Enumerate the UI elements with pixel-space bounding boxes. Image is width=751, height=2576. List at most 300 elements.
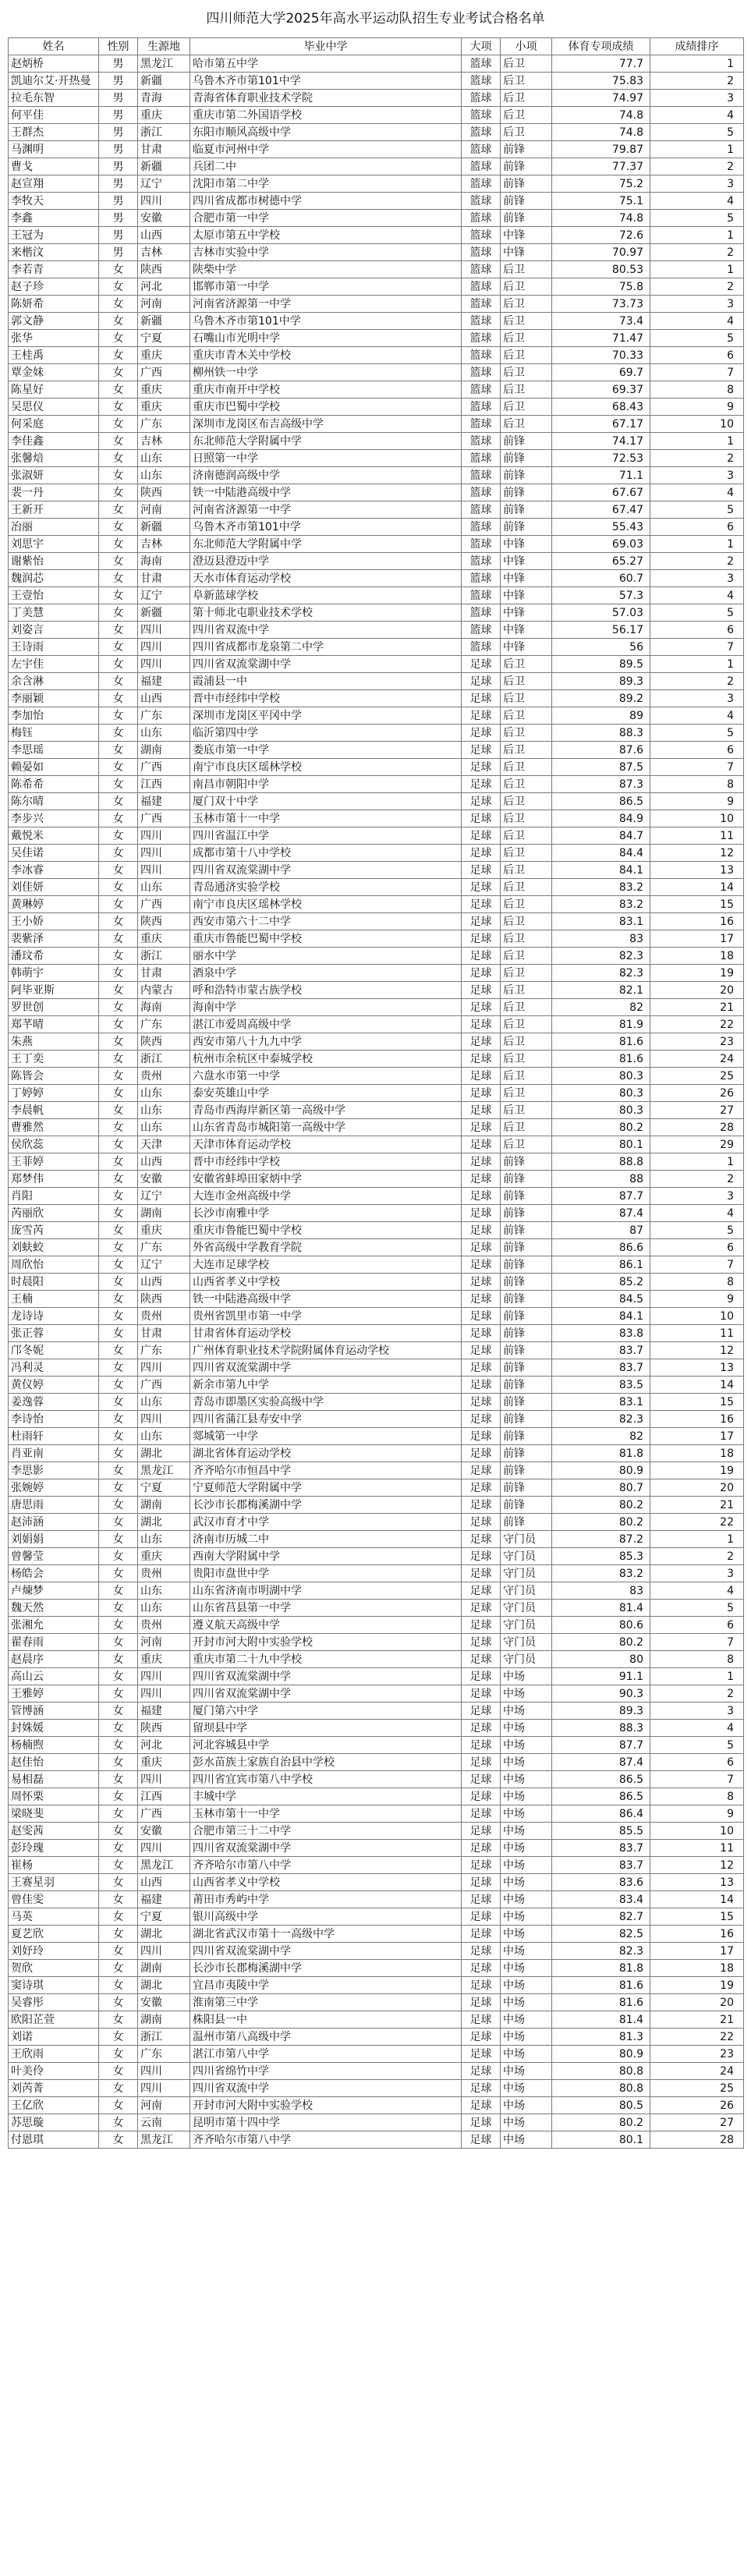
cell-sex: 女 — [99, 1171, 138, 1188]
cell-origin: 山西 — [138, 690, 190, 707]
cell-major: 足球 — [462, 1565, 501, 1582]
cell-name: 丁婷婷 — [9, 1085, 99, 1102]
cell-score: 75.83 — [552, 73, 650, 90]
cell-minor: 中锋 — [501, 587, 552, 604]
cell-sex: 女 — [99, 433, 138, 450]
cell-rank: 26 — [650, 1085, 744, 1102]
cell-origin: 广东 — [138, 1342, 190, 1359]
cell-sex: 女 — [99, 1908, 138, 1926]
table-row — [9, 1891, 744, 1908]
cell-origin: 陕西 — [138, 484, 190, 501]
cell-sex: 女 — [99, 1359, 138, 1377]
cell-score: 85.2 — [552, 1274, 650, 1291]
table-row — [9, 1445, 744, 1462]
cell-origin: 新疆 — [138, 519, 190, 536]
cell-rank: 9 — [650, 793, 744, 810]
cell-school: 乌鲁木齐市第101中学 — [190, 519, 462, 536]
cell-minor: 后卫 — [501, 313, 552, 330]
cell-sex: 男 — [99, 107, 138, 124]
cell-major: 足球 — [462, 1720, 501, 1737]
cell-sex: 女 — [99, 1222, 138, 1239]
cell-name: 赖晏如 — [9, 759, 99, 776]
cell-origin: 山东 — [138, 1394, 190, 1411]
table-body — [9, 55, 744, 2149]
cell-score: 74.8 — [552, 210, 650, 227]
cell-name: 王小娇 — [9, 913, 99, 930]
cell-minor: 后卫 — [501, 948, 552, 965]
cell-major: 足球 — [462, 930, 501, 948]
cell-sex: 女 — [99, 1582, 138, 1600]
cell-score: 72.53 — [552, 450, 650, 467]
cell-major: 足球 — [462, 1600, 501, 1617]
cell-major: 篮球 — [462, 313, 501, 330]
cell-name: 赵雯茜 — [9, 1823, 99, 1840]
table-row — [9, 261, 744, 278]
cell-major: 篮球 — [462, 55, 501, 73]
cell-minor: 守门员 — [501, 1531, 552, 1548]
table-row — [9, 158, 744, 175]
cell-rank: 21 — [650, 1497, 744, 1514]
cell-name: 凯迪尔艾·开热曼 — [9, 73, 99, 90]
cell-score: 84.9 — [552, 810, 650, 827]
cell-sex: 女 — [99, 1188, 138, 1205]
cell-score: 87.7 — [552, 1188, 650, 1205]
cell-major: 篮球 — [462, 141, 501, 158]
cell-origin: 四川 — [138, 622, 190, 639]
cell-school: 莆田市秀屿中学 — [190, 1891, 462, 1908]
cell-name: 曾馨莹 — [9, 1548, 99, 1565]
cell-origin: 重庆 — [138, 347, 190, 364]
cell-school: 深圳市龙岗区布吉高级中学 — [190, 416, 462, 433]
cell-origin: 浙江 — [138, 948, 190, 965]
table-row — [9, 1119, 744, 1136]
cell-origin: 广西 — [138, 896, 190, 913]
cell-minor: 后卫 — [501, 296, 552, 313]
table-row — [9, 55, 744, 73]
cell-rank: 5 — [650, 604, 744, 622]
table-row — [9, 1479, 744, 1497]
cell-origin: 广西 — [138, 1805, 190, 1823]
cell-origin: 浙江 — [138, 2029, 190, 2046]
cell-sex: 女 — [99, 1085, 138, 1102]
cell-school: 重庆市鲁能巴蜀中学校 — [190, 930, 462, 948]
table-row — [9, 73, 744, 90]
cell-name: 翟春雨 — [9, 1634, 99, 1651]
cell-score: 74.8 — [552, 124, 650, 141]
table-row — [9, 759, 744, 776]
cell-origin: 四川 — [138, 656, 190, 673]
cell-score: 83.4 — [552, 1891, 650, 1908]
cell-origin: 黑龙江 — [138, 55, 190, 73]
table-row — [9, 1720, 744, 1737]
cell-origin: 甘肃 — [138, 570, 190, 587]
cell-minor: 前锋 — [501, 1514, 552, 1531]
cell-rank: 28 — [650, 1119, 744, 1136]
cell-rank: 2 — [650, 1548, 744, 1565]
cell-school: 河南省济源第一中学 — [190, 296, 462, 313]
cell-sex: 男 — [99, 141, 138, 158]
cell-score: 82 — [552, 1428, 650, 1445]
cell-score: 71.47 — [552, 330, 650, 347]
table-row — [9, 416, 744, 433]
cell-sex: 女 — [99, 1805, 138, 1823]
cell-minor: 前锋 — [501, 210, 552, 227]
cell-rank: 2 — [650, 244, 744, 261]
table-row — [9, 1291, 744, 1308]
cell-name: 邝冬妮 — [9, 1342, 99, 1359]
cell-rank: 1 — [650, 1668, 744, 1685]
cell-school: 河南省济源第一中学 — [190, 501, 462, 519]
cell-rank: 4 — [650, 1205, 744, 1222]
table-row — [9, 639, 744, 656]
header-major: 大项 — [462, 38, 501, 55]
cell-sex: 女 — [99, 1205, 138, 1222]
cell-major: 足球 — [462, 1771, 501, 1788]
cell-score: 79.87 — [552, 141, 650, 158]
cell-origin: 四川 — [138, 1840, 190, 1857]
cell-minor: 中场 — [501, 1926, 552, 1943]
cell-score: 69.03 — [552, 536, 650, 553]
cell-name: 郑梦伟 — [9, 1171, 99, 1188]
cell-major: 篮球 — [462, 193, 501, 210]
table-row — [9, 948, 744, 965]
cell-minor: 前锋 — [501, 1462, 552, 1479]
cell-school: 阜新蓝球学校 — [190, 587, 462, 604]
cell-score: 82.3 — [552, 965, 650, 982]
table-row — [9, 193, 744, 210]
cell-minor: 中锋 — [501, 227, 552, 244]
cell-sex: 女 — [99, 1256, 138, 1274]
cell-score: 80.1 — [552, 2131, 650, 2149]
cell-rank: 12 — [650, 1342, 744, 1359]
cell-minor: 中场 — [501, 1703, 552, 1720]
table-row — [9, 1377, 744, 1394]
cell-name: 张华 — [9, 330, 99, 347]
cell-origin: 新疆 — [138, 604, 190, 622]
cell-school: 邯郸市第一中学 — [190, 278, 462, 296]
cell-score: 87.4 — [552, 1205, 650, 1222]
cell-rank: 6 — [650, 1239, 744, 1256]
cell-school: 玉林市第十一中学 — [190, 1805, 462, 1823]
cell-score: 80.3 — [552, 1085, 650, 1102]
cell-minor: 守门员 — [501, 1582, 552, 1600]
cell-major: 篮球 — [462, 364, 501, 381]
cell-name: 马渊明 — [9, 141, 99, 158]
cell-school: 山东省济南市明湖中学 — [190, 1582, 462, 1600]
cell-school: 安徽省蚌埠田家炳中学 — [190, 1171, 462, 1188]
cell-origin: 陕西 — [138, 261, 190, 278]
cell-school: 山西省孝义中学校 — [190, 1874, 462, 1891]
table-row — [9, 1394, 744, 1411]
cell-school: 四川省双流棠湖中学 — [190, 656, 462, 673]
cell-sex: 女 — [99, 296, 138, 313]
cell-rank: 22 — [650, 1514, 744, 1531]
cell-origin: 广东 — [138, 1239, 190, 1256]
cell-sex: 男 — [99, 124, 138, 141]
cell-origin: 山西 — [138, 1153, 190, 1171]
cell-minor: 中锋 — [501, 244, 552, 261]
cell-name: 罗世创 — [9, 999, 99, 1016]
cell-origin: 湖南 — [138, 1497, 190, 1514]
cell-sex: 女 — [99, 1291, 138, 1308]
cell-rank: 21 — [650, 999, 744, 1016]
cell-rank: 16 — [650, 1926, 744, 1943]
cell-major: 篮球 — [462, 587, 501, 604]
cell-sex: 女 — [99, 690, 138, 707]
cell-rank: 21 — [650, 2011, 744, 2029]
table-row — [9, 690, 744, 707]
cell-name: 何平佳 — [9, 107, 99, 124]
table-row — [9, 1308, 744, 1325]
cell-rank: 3 — [650, 90, 744, 107]
cell-school: 新余市第九中学 — [190, 1377, 462, 1394]
cell-name: 何采庭 — [9, 416, 99, 433]
cell-sex: 女 — [99, 982, 138, 999]
cell-score: 87.6 — [552, 742, 650, 759]
table-row — [9, 1325, 744, 1342]
cell-origin: 宁夏 — [138, 1908, 190, 1926]
cell-minor: 后卫 — [501, 90, 552, 107]
cell-score: 83.2 — [552, 879, 650, 896]
cell-major: 足球 — [462, 999, 501, 1016]
cell-sex: 男 — [99, 210, 138, 227]
cell-school: 重庆市第二外国语学校 — [190, 107, 462, 124]
cell-minor: 后卫 — [501, 278, 552, 296]
cell-school: 重庆市鲁能巴蜀中学校 — [190, 1222, 462, 1239]
cell-score: 84.7 — [552, 827, 650, 845]
cell-score: 71.1 — [552, 467, 650, 484]
cell-rank: 2 — [650, 73, 744, 90]
cell-name: 芮丽欣 — [9, 1205, 99, 1222]
table-row — [9, 1136, 744, 1153]
cell-major: 篮球 — [462, 158, 501, 175]
cell-sex: 女 — [99, 536, 138, 553]
cell-origin: 新疆 — [138, 73, 190, 90]
table-row — [9, 999, 744, 1016]
cell-origin: 天津 — [138, 1136, 190, 1153]
cell-score: 56.17 — [552, 622, 650, 639]
cell-rank: 11 — [650, 1325, 744, 1342]
cell-score: 86.1 — [552, 1256, 650, 1274]
cell-name: 陈妍希 — [9, 296, 99, 313]
cell-sex: 女 — [99, 1943, 138, 1960]
cell-origin: 重庆 — [138, 1754, 190, 1771]
cell-major: 篮球 — [462, 244, 501, 261]
cell-school: 呼和浩特市蒙古族学校 — [190, 982, 462, 999]
cell-name: 易相磊 — [9, 1771, 99, 1788]
cell-sex: 女 — [99, 896, 138, 913]
cell-minor: 后卫 — [501, 1068, 552, 1085]
table-row — [9, 2080, 744, 2097]
table-row — [9, 1685, 744, 1703]
cell-minor: 中场 — [501, 1994, 552, 2011]
table-row — [9, 1497, 744, 1514]
cell-minor: 后卫 — [501, 793, 552, 810]
table-row — [9, 484, 744, 501]
cell-origin: 山东 — [138, 725, 190, 742]
cell-name: 黄琳婷 — [9, 896, 99, 913]
cell-name: 庞雪芮 — [9, 1222, 99, 1239]
cell-major: 足球 — [462, 913, 501, 930]
cell-school: 东北师范大学附属中学 — [190, 433, 462, 450]
table-row — [9, 1857, 744, 1874]
cell-school: 河北容城县中学 — [190, 1737, 462, 1754]
cell-rank: 1 — [650, 536, 744, 553]
cell-minor: 中场 — [501, 2063, 552, 2080]
cell-origin: 陕西 — [138, 1033, 190, 1051]
cell-rank: 14 — [650, 1377, 744, 1394]
cell-school: 重庆市青木关中学校 — [190, 347, 462, 364]
cell-score: 80.2 — [552, 1634, 650, 1651]
cell-minor: 后卫 — [501, 656, 552, 673]
cell-rank: 22 — [650, 1016, 744, 1033]
cell-minor: 中锋 — [501, 604, 552, 622]
cell-sex: 女 — [99, 948, 138, 965]
cell-rank: 6 — [650, 347, 744, 364]
cell-school: 温州市第八高级中学 — [190, 2029, 462, 2046]
table-row — [9, 1668, 744, 1685]
cell-name: 刘诺 — [9, 2029, 99, 2046]
cell-major: 篮球 — [462, 450, 501, 467]
cell-school: 合肥市第一中学 — [190, 210, 462, 227]
cell-major: 足球 — [462, 810, 501, 827]
table-row — [9, 450, 744, 467]
cell-minor: 前锋 — [501, 1411, 552, 1428]
cell-school: 石嘴山市光明中学 — [190, 330, 462, 347]
cell-rank: 28 — [650, 2131, 744, 2149]
table-row — [9, 570, 744, 587]
cell-name: 裴一丹 — [9, 484, 99, 501]
cell-score: 68.43 — [552, 399, 650, 416]
cell-score: 81.6 — [552, 1033, 650, 1051]
cell-school: 留坝县中学 — [190, 1720, 462, 1737]
cell-sex: 女 — [99, 1548, 138, 1565]
cell-school: 晋中市经纬中学校 — [190, 1153, 462, 1171]
cell-minor: 前锋 — [501, 1377, 552, 1394]
cell-major: 篮球 — [462, 347, 501, 364]
cell-sex: 女 — [99, 450, 138, 467]
table-row — [9, 810, 744, 827]
cell-score: 88.8 — [552, 1153, 650, 1171]
cell-school: 宜昌市夷陵中学 — [190, 1977, 462, 1994]
cell-school: 太原市第五中学校 — [190, 227, 462, 244]
cell-school: 齐齐哈尔市第八中学 — [190, 1857, 462, 1874]
cell-sex: 女 — [99, 1874, 138, 1891]
table-row — [9, 1085, 744, 1102]
cell-major: 篮球 — [462, 416, 501, 433]
cell-major: 篮球 — [462, 536, 501, 553]
cell-minor: 后卫 — [501, 124, 552, 141]
cell-rank: 3 — [650, 570, 744, 587]
table-row — [9, 1239, 744, 1256]
cell-rank: 1 — [650, 141, 744, 158]
cell-sex: 女 — [99, 1274, 138, 1291]
cell-name: 黄仪婷 — [9, 1377, 99, 1394]
cell-sex: 女 — [99, 553, 138, 570]
table-row — [9, 707, 744, 725]
cell-origin: 山东 — [138, 1600, 190, 1617]
cell-school: 哈市第五中学 — [190, 55, 462, 73]
cell-major: 足球 — [462, 776, 501, 793]
cell-major: 足球 — [462, 1188, 501, 1205]
cell-minor: 后卫 — [501, 690, 552, 707]
cell-sex: 女 — [99, 1051, 138, 1068]
cell-score: 81.4 — [552, 1600, 650, 1617]
cell-school: 昆明市第十四中学 — [190, 2114, 462, 2131]
cell-major: 足球 — [462, 1377, 501, 1394]
cell-school: 厦门双十中学 — [190, 793, 462, 810]
cell-name: 叶美伶 — [9, 2063, 99, 2080]
cell-sex: 女 — [99, 1840, 138, 1857]
cell-rank: 5 — [650, 501, 744, 519]
cell-score: 80.53 — [552, 261, 650, 278]
cell-name: 曹雅然 — [9, 1119, 99, 1136]
cell-sex: 女 — [99, 1445, 138, 1462]
cell-origin: 重庆 — [138, 399, 190, 416]
cell-minor: 守门员 — [501, 1600, 552, 1617]
table-row — [9, 845, 744, 862]
cell-school: 酒泉中学 — [190, 965, 462, 982]
cell-sex: 女 — [99, 1565, 138, 1582]
cell-minor: 中场 — [501, 2131, 552, 2149]
cell-score: 81.6 — [552, 1994, 650, 2011]
cell-origin: 黑龙江 — [138, 1857, 190, 1874]
cell-name: 陈皆会 — [9, 1068, 99, 1085]
cell-rank: 20 — [650, 982, 744, 999]
cell-origin: 贵州 — [138, 1308, 190, 1325]
cell-rank: 3 — [650, 467, 744, 484]
cell-origin: 辽宁 — [138, 1188, 190, 1205]
cell-score: 82.3 — [552, 1943, 650, 1960]
cell-minor: 后卫 — [501, 827, 552, 845]
cell-origin: 甘肃 — [138, 1325, 190, 1342]
cell-sex: 女 — [99, 347, 138, 364]
cell-name: 丁美慧 — [9, 604, 99, 622]
cell-rank: 1 — [650, 433, 744, 450]
cell-sex: 男 — [99, 55, 138, 73]
cell-rank: 13 — [650, 1874, 744, 1891]
cell-minor: 前锋 — [501, 1497, 552, 1514]
cell-sex: 女 — [99, 1308, 138, 1325]
table-row — [9, 1977, 744, 1994]
cell-name: 封姝媛 — [9, 1720, 99, 1737]
cell-school: 杭州市余杭区中泰城学校 — [190, 1051, 462, 1068]
cell-origin: 四川 — [138, 845, 190, 862]
cell-sex: 女 — [99, 1033, 138, 1051]
cell-major: 足球 — [462, 1634, 501, 1651]
cell-rank: 27 — [650, 1102, 744, 1119]
cell-score: 89.2 — [552, 690, 650, 707]
cell-origin: 四川 — [138, 1359, 190, 1377]
cell-origin: 四川 — [138, 1411, 190, 1428]
cell-rank: 8 — [650, 1651, 744, 1668]
cell-school: 贵阳市盘世中学 — [190, 1565, 462, 1582]
table-row — [9, 2097, 744, 2114]
cell-school: 武汉市育才中学 — [190, 1514, 462, 1531]
cell-score: 84.4 — [552, 845, 650, 862]
cell-rank: 7 — [650, 1634, 744, 1651]
cell-score: 88 — [552, 1171, 650, 1188]
table-row — [9, 1514, 744, 1531]
table-row — [9, 330, 744, 347]
cell-name: 阿毕亚斯 — [9, 982, 99, 999]
cell-score: 85.3 — [552, 1548, 650, 1565]
table-row — [9, 1531, 744, 1548]
cell-major: 足球 — [462, 879, 501, 896]
cell-major: 足球 — [462, 1994, 501, 2011]
cell-school: 重庆市第二十九中学校 — [190, 1651, 462, 1668]
cell-name: 窦诗琪 — [9, 1977, 99, 1994]
